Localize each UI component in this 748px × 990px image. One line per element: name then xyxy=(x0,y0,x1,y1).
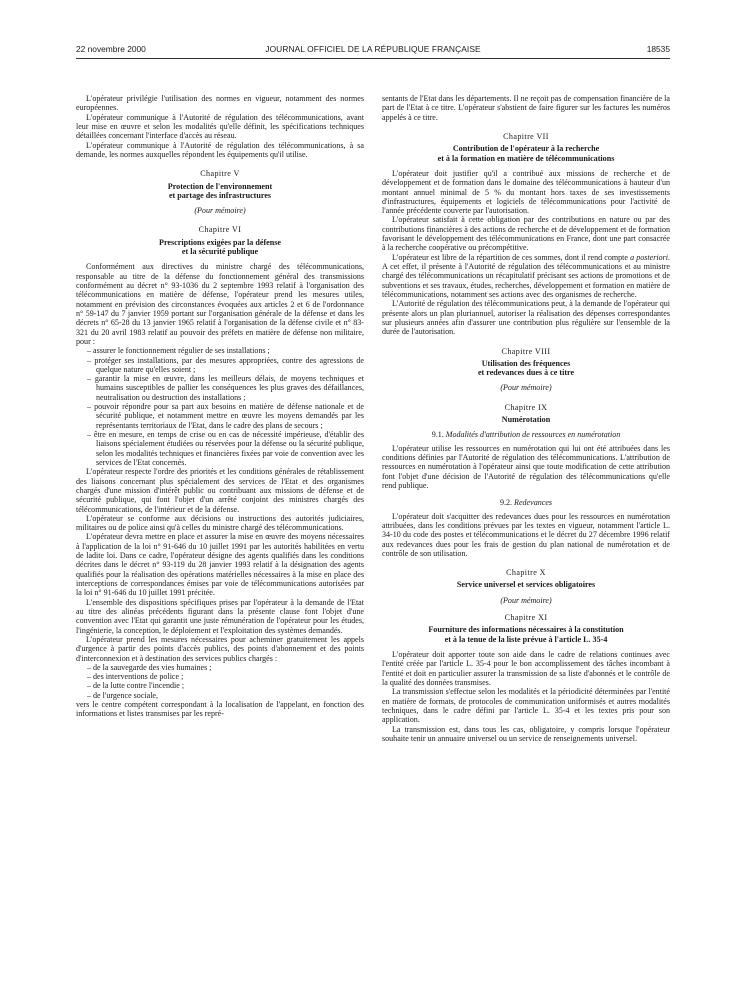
list-item: – garantir la mise en œuvre, dans les meilleurs délais, de moyens techniques et humains susceptibles de pallier les conséquences les plus graves des défaillances, neutralisation ou destruction des installations ; xyxy=(87,374,364,402)
chapter-title-line: et partage des infrastructures xyxy=(168,190,272,200)
paragraph: L'opérateur doit justifier qu'il a contribué aux missions de recherche et de développement et de formation dans le domaine des télécommunications à hauteur d'un montant annuel minimal de 5 % du montant hors taxes de ses investissements d'infrastructures, équipements et logiciels de télécommunications pour l'activité de l'année précédente couverte par l'autorisation. xyxy=(382,168,670,216)
chapter-title-line: et la sécurité publique xyxy=(181,247,259,257)
section-title: Redevances xyxy=(514,498,553,508)
header-rule xyxy=(76,58,670,59)
list-item: – assurer le fonctionnement régulier de ses installations ; xyxy=(87,346,270,356)
emphasis: a posteriori xyxy=(630,252,668,262)
emergency-list xyxy=(76,663,364,700)
paragraph: L'ensemble des dispositions spécifiques prises par l'opérateur à la demande de l'Etat au titre des alinéas précédents figurant dans la présente clause font l'objet d'une convention avec l'Etat qui garantit une juste rémunération de l'opérateur pour les études, l'ingénierie, la conception, le déploiement et l'exploitation des systèmes demandés. xyxy=(76,597,364,635)
text-run: . A cet effet, il présente à l'Autorité de régulation des télécommunications et au ministre chargé des télécommunications un récapitulatif précisant ses actions de promotions et de subventions et ses travaux, études, recherches, développement et formation en matière de télécommunications, notamment ses actions avec des organismes de recherche. xyxy=(382,252,670,299)
chapter-title-line: Fourniture des informations nécessaires à la constitution xyxy=(428,625,624,635)
chapter-title xyxy=(76,238,364,257)
chapter-title xyxy=(382,144,670,163)
paragraph: La transmission est, dans tous les cas, obligatoire, y compris lorsque l'opérateur souhaite tenir un annuaire universel ou un service de renseignements universel. xyxy=(382,724,670,743)
paragraph: L'opérateur se conforme aux décisions ou instructions des autorités judiciaires, militaires ou de police ainsi qu'à celles du ministre chargé des télécommunications. xyxy=(76,513,364,533)
chapter-heading: Chapitre XI xyxy=(504,613,548,623)
header-journal-title: JOURNAL OFFICIEL DE LA RÉPUBLIQUE FRANÇAISE xyxy=(265,44,481,54)
chapter-title xyxy=(382,359,670,378)
paragraph: La transmission s'effectue selon les modalités et la périodicité déterminées par l'entité en matière de formats, de protocoles de communication uniformisés et autres modalités techniques, dans le cadre défini par l'article L. 35-4 et les textes pris pour son application. xyxy=(382,687,670,725)
chapter-title-line: et à la formation en matière de télécommunications xyxy=(437,153,615,163)
paragraph: vers le centre compétent correspondant à la localisation de l'appelant, en fonction des informations et listes transmises par les repré- xyxy=(76,700,364,719)
paragraph: L'opérateur privilégie l'utilisation des normes en vigueur, notamment des normes européennes. xyxy=(76,94,364,113)
memo-note: (Pour mémoire) xyxy=(500,595,552,605)
paragraph: L'opérateur doit apporter toute son aide dans le cadre de relations continues avec l'entité créée par l'article L. 35-4 pour le bon accomplissement des tâches incombant à l'entité et doit en particulier assurer la transmission de sa liste d'abonnés et le contrôle de la qualité des données transmises. xyxy=(382,650,670,687)
list-item: – de l'urgence sociale, xyxy=(87,690,159,700)
memo-note: (Pour mémoire) xyxy=(500,383,552,393)
chapter-heading: Chapitre V xyxy=(200,169,240,179)
text-run: L'opérateur est libre de la répartition de ces sommes, dont il rend compte xyxy=(392,252,631,262)
chapter-title: Service universel et services obligatoires xyxy=(456,580,596,590)
chapter-title-line: Protection de l'environnement xyxy=(167,181,273,191)
paragraph: L'opérateur communique à l'Autorité de régulation des télécommunications, avant leur mise en œuvre et selon les modalités qu'elle définit, les spécifications techniques détaillées concernant l'interface d'accès au réseau. xyxy=(76,112,364,141)
section-number: 9.2. xyxy=(499,498,515,508)
paragraph: L'opérateur utilise les ressources en numérotation qui lui ont été attribuées dans les conditions définies par l'Autorité de régulation des télécommunications. L'attribution de ressources en numérotation à l'opérateur ainsi que toute modification de cette attribution font l'objet d'une décision de l'Autorité de régulation des télécommunications qu'elle rend publique. xyxy=(382,443,670,490)
paragraph: L'opérateur prend les mesures nécessaires pour acheminer gratuitement les appels d'urgence à partir des points d'accès publics, des points d'abonnement et des points d'interconnexion et à destination des services publics chargés : xyxy=(76,634,364,663)
paragraph xyxy=(382,253,670,300)
chapter-title-line: Contribution de l'opérateur à la recherche xyxy=(452,144,600,154)
list-item: – de la sauvegarde des vies humaines ; xyxy=(87,662,212,672)
list-item: – de la lutte contre l'incendie ; xyxy=(87,681,185,691)
paragraph: L'opérateur respecte l'ordre des priorités et les conditions générales de rétablissement des liaisons concernant plus spécialement des services de l'Etat et des organismes chargés d'une mission d'intérêt public ou contribuant aux missions de défense et de sécurité publique, qui font l'objet d'un arrêté conjoint des ministres chargés des télécommunications, de l'intérieur et de la défense. xyxy=(76,467,364,514)
paragraph: L'opérateur devra mettre en place et assurer la mise en œuvre des moyens nécessaires à l'application de la loi n° 91-646 du 10 juillet 1991 par les autorités habilitées en vertu de ladite loi. Dans ce cadre, l'opérateur désigne des agents qualifiés dans les conditions décrites dans le décret n° 93-119 du 28 janvier 1993 relatif à la désignation des agents qualifiés pour la réalisation des opérations matérielles nécessaires à la mise en place des interceptions de correspondances émises par voie de télécommunications autorisées par la loi n° 91-646 du 10 juillet 1991 précitée. xyxy=(76,532,364,598)
chapter-heading: Chapitre X xyxy=(506,568,546,578)
paragraph: L'opérateur communique à l'Autorité de régulation des télécommunications, à sa demande, les normes auxquelles répondent les équipements qu'il utilise. xyxy=(76,140,364,159)
paragraph: sentants de l'Etat dans les départements. Il ne reçoit pas de compensation financière de la part de l'Etat à ce titre. L'opérateur s'abstient de faire figurer sur les factures les numéros appelés à ce titre. xyxy=(382,94,670,122)
list-item: – des interventions de police ; xyxy=(87,672,184,682)
chapter-title xyxy=(382,625,670,644)
chapter-heading: Chapitre VIII xyxy=(501,346,551,356)
chapter-title: Numérotation xyxy=(501,415,551,425)
paragraph: L'opérateur doit s'acquitter des redevances dues pour les ressources en numérotation attribuées, dans les conditions prévues par les textes en vigueur, notamment l'article L. 34-10 du code des postes et télécommunications et le décret du 27 décembre 1996 relatif aux redevances dues pour les frais de gestion du plan national de numérotation et de contrôle de son utilisation. xyxy=(382,511,670,558)
defense-list xyxy=(76,346,364,467)
memo-note: (Pour mémoire) xyxy=(194,206,246,216)
header-page-number: 18535 xyxy=(646,44,670,54)
page-header xyxy=(76,44,670,58)
paragraph: L'Autorité de régulation des télécommunications peut, à la demande de l'opérateur qui présente alors un plan pluriannuel, autoriser la réalisation des dépenses correspondantes sur plusieurs années afin d'assurer une contribution plus régulière sur l'ensemble de la durée de l'autorisation. xyxy=(382,299,670,337)
chapter-title-line: Prescriptions exigées par la défense xyxy=(159,237,281,247)
left-column xyxy=(76,94,364,719)
chapter-title-line: et redevances dues à ce titre xyxy=(477,368,575,378)
chapter-heading: Chapitre VI xyxy=(198,225,242,235)
list-item: – être en mesure, en temps de crise ou en cas de nécessité impérieuse, d'établir des liaisons spécialement étudiées ou réservées pour la défense ou la sécurité publique, selon les modalités techniques et financières fixées par voie de convention avec les services de l'Etat concernés. xyxy=(87,430,364,467)
paragraph: L'opérateur satisfait à cette obligation par des contributions en nature ou par des contributions financières à des actions de recherche et de développement et de formation favorisant le développement des télécommunications en France, dont une part consacrée à la recherche coopérative ou précompétitive. xyxy=(382,215,670,253)
section-title: Modalités d'attribution de ressources en numérotation xyxy=(445,430,621,440)
right-column xyxy=(382,94,670,743)
chapter-title-line: et à la tenue de la liste prévue à l'article L. 35-4 xyxy=(444,634,608,644)
header-date: 22 novembre 2000 xyxy=(76,44,146,54)
chapter-heading: Chapitre IX xyxy=(504,402,548,412)
chapter-title-line: Utilisation des fréquences xyxy=(481,358,571,368)
list-item: – protéger ses installations, par des mesures appropriées, contre des agressions de quelque nature qu'elles soient ; xyxy=(87,355,364,374)
chapter-heading: Chapitre VII xyxy=(503,131,549,141)
section-number: 9.1. xyxy=(431,430,446,440)
list-item: – pouvoir répondre pour sa part aux besoins en matière de défense nationale et de sécurité publique, et notamment mettre en œuvre les moyens demandés par les représentants territoriaux de l'Etat, dans le cadre des plans de secours ; xyxy=(87,402,364,430)
paragraph: Conformément aux directives du ministre chargé des télécommunications, responsable au titre de la défense du fonctionnement général des transmissions conformément au décret n° 93-1036 du 2 septembre 1993 relatif à l'organisation des télécommunications en matière de défense, l'opérateur prend les mesures utiles, notamment en prévision des circonstances évoquées aux articles 2 et 6 de l'ordonnance n° 59-147 du 7 janvier 1959 portant sur l'organisation générale de la défense et dans les décrets n° 65-28 du 13 janvier 1965 relatif à l'organisation de la défense civile et n° 83-321 du 20 avril 1983 relatif au pouvoir des préfets en matière de défense non militaire, pour : xyxy=(76,262,364,346)
section-heading xyxy=(382,498,670,507)
chapter-title xyxy=(76,182,364,201)
section-heading xyxy=(382,430,670,439)
